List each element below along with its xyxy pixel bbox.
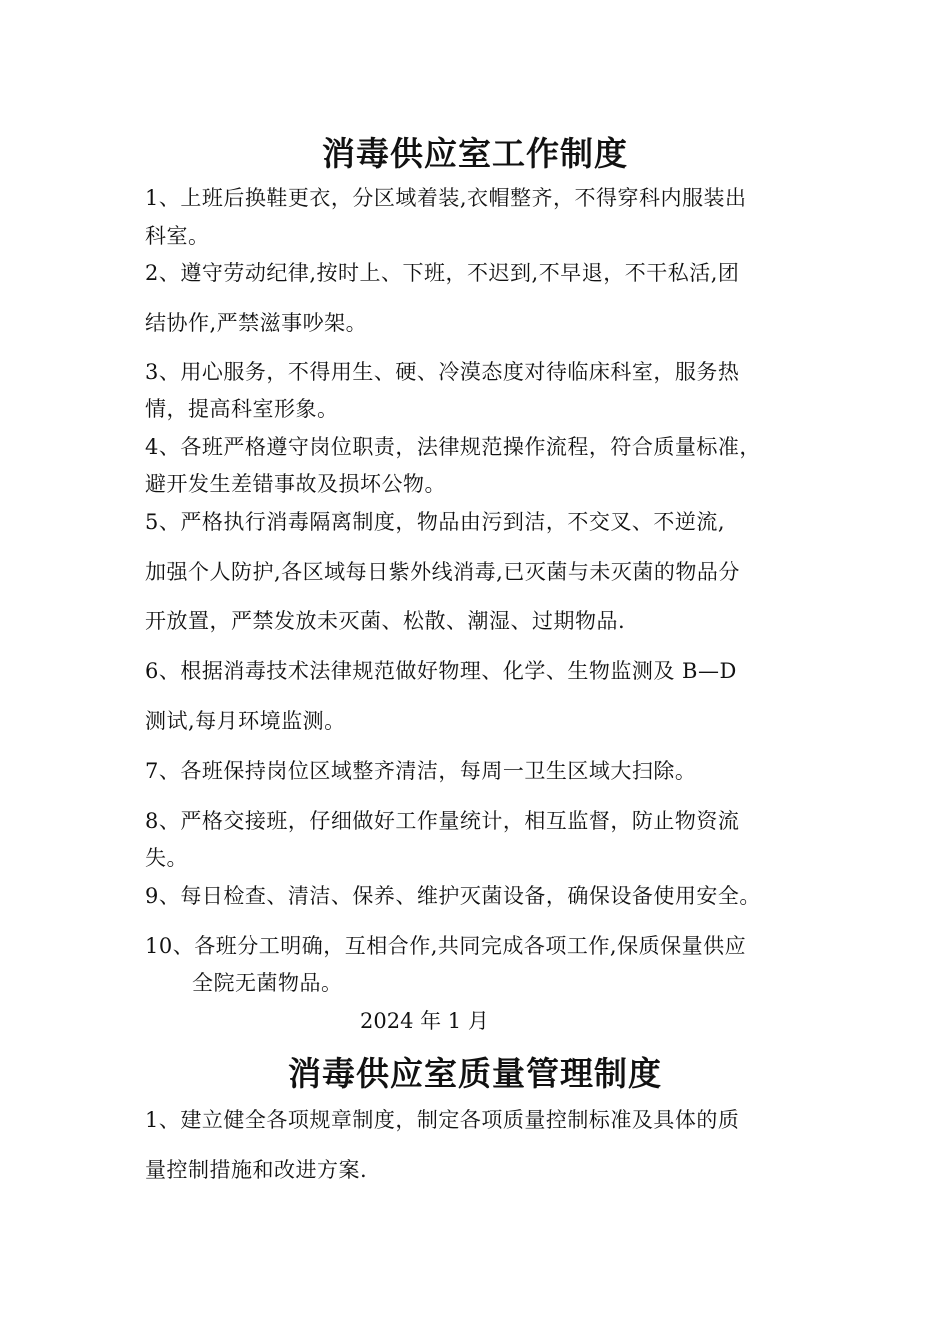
text-line: 避开发生差错事故及损坏公物。: [145, 472, 446, 496]
text-line: 7、各班保持岗位区域整齐清洁，每周一卫生区域大扫除。: [145, 759, 697, 783]
text-line: 10、各班分工明确，互相合作,共同完成各项工作,保质保量供应: [145, 934, 747, 958]
text-line: 1、建立健全各项规章制度，制定各项质量控制标准及具体的质: [145, 1108, 740, 1132]
text-line: 6、根据消毒技术法律规范做好物理、化学、生物监测及 B—D: [145, 659, 737, 683]
text-line: 加强个人防护,各区域每日紫外线消毒,已灭菌与未灭菌的物品分: [145, 560, 740, 584]
text-line: 8、严格交接班，仔细做好工作量统计，相互监督，防止物资流: [145, 809, 740, 833]
text-line: 5、严格执行消毒隔离制度，物品由污到洁，不交叉、不逆流,: [145, 510, 726, 534]
text-line: 测试,每月环境监测。: [145, 709, 346, 733]
text-line: 全院无菌物品。: [192, 971, 343, 995]
text-line: 情，提高科室形象。: [145, 397, 339, 421]
document-title: 消毒供应室质量管理制度: [288, 1054, 662, 1093]
document-date: 2024 年 1 月: [360, 1009, 489, 1033]
text-line: 结协作,严禁滋事吵架。: [145, 311, 368, 335]
text-line: 9、每日检查、清洁、保养、维护灭菌设备，确保设备使用安全。: [145, 884, 761, 908]
text-line: 开放置，严禁发放未灭菌、松散、潮湿、过期物品.: [145, 609, 626, 633]
text-line: 4、各班严格遵守岗位职责，法律规范操作流程，符合质量标准，: [145, 435, 761, 459]
text-line: 3、用心服务，不得用生、硬、冷漠态度对待临床科室，服务热: [145, 360, 740, 384]
text-line: 1、上班后换鞋更衣，分区域着装,衣帽整齐，不得穿科内服装出: [145, 186, 747, 210]
document-title: 消毒供应室工作制度: [322, 134, 628, 173]
text-line: 2、遵守劳动纪律,按时上、下班，不迟到,不早退，不干私活,团: [145, 261, 740, 285]
text-line: 失。: [145, 846, 188, 870]
text-line: 科室。: [145, 224, 210, 248]
text-line: 量控制措施和改进方案.: [145, 1158, 368, 1182]
